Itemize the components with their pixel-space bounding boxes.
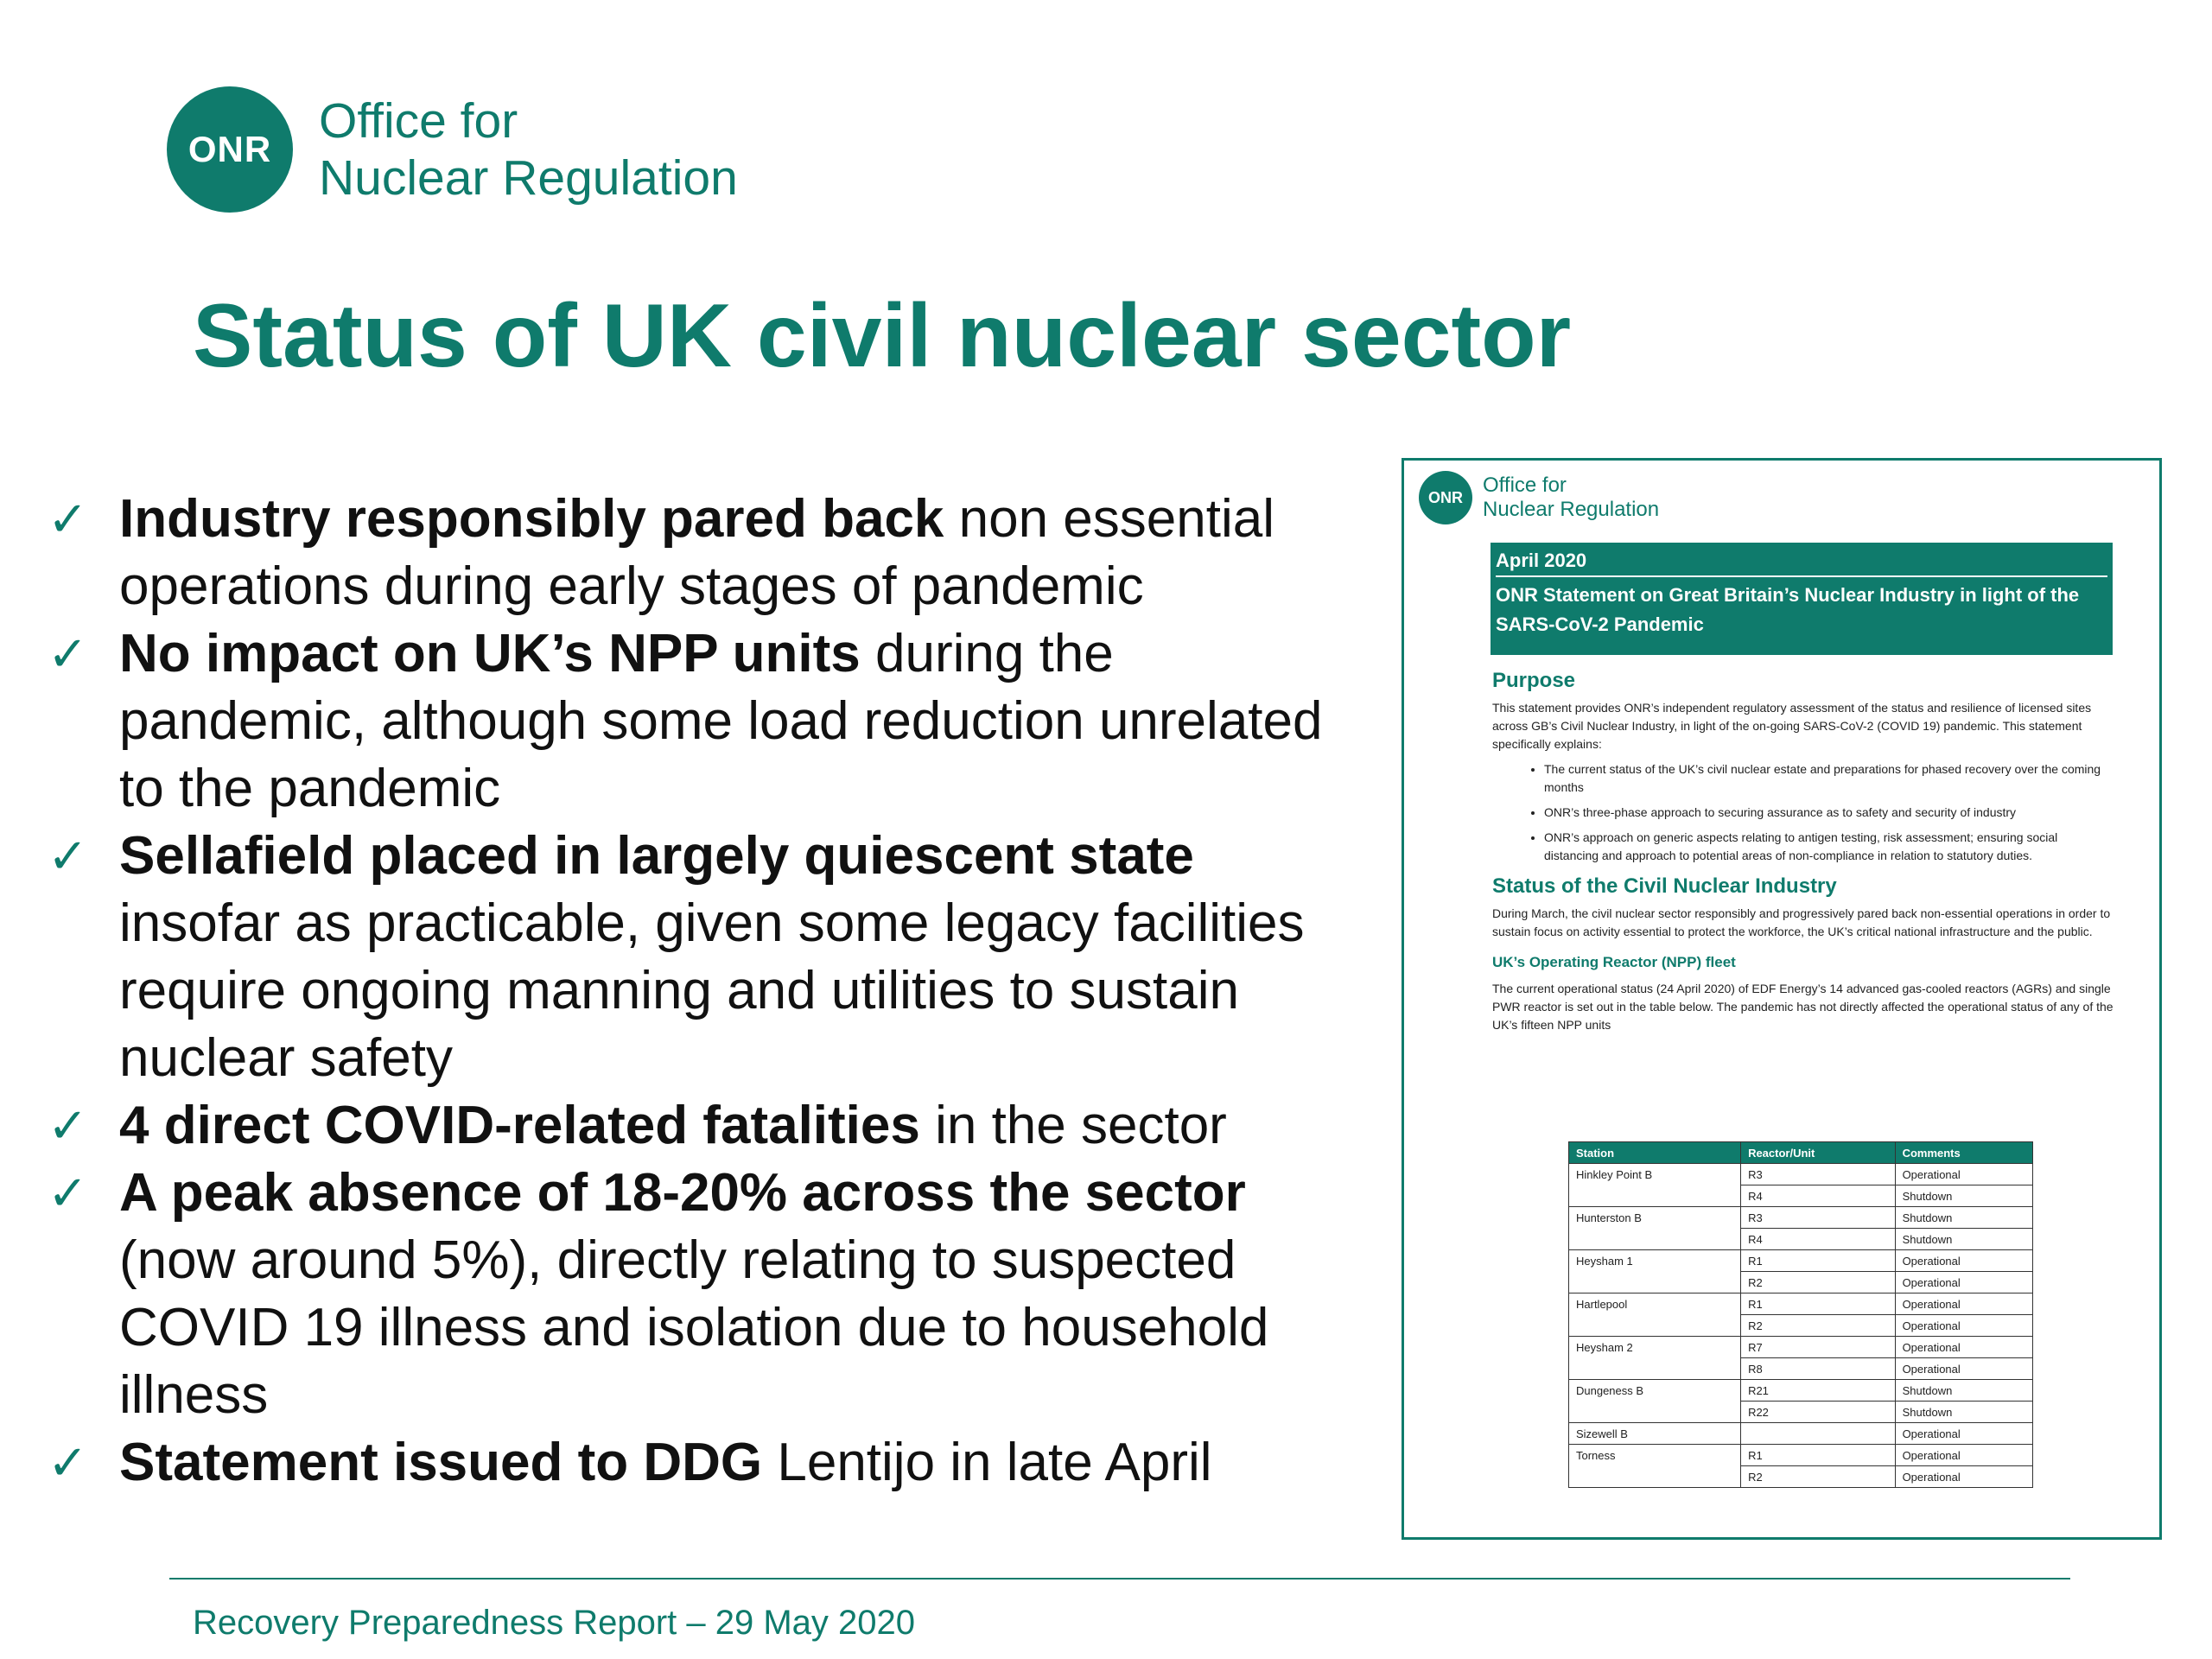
table-row: [1569, 1250, 2033, 1272]
doc-logo: [1419, 471, 1659, 524]
table-row: [1569, 1315, 2033, 1337]
cell-comment: Operational: [1895, 1272, 2032, 1294]
checkmark-icon: ✓: [48, 1435, 88, 1490]
logo-line-1: Office for: [319, 93, 518, 149]
checkmark-icon: ✓: [48, 492, 88, 546]
bullet-bold: A peak absence of 18-20% across the sector: [119, 1163, 1246, 1223]
table-row: [1569, 1423, 2033, 1445]
cell-reactor: R22: [1741, 1402, 1896, 1423]
doc-logo-line-1: Office for: [1483, 474, 1567, 497]
doc-title-banner: [1491, 543, 2113, 655]
purpose-list: [1492, 760, 2114, 865]
table-row: [1569, 1466, 2033, 1488]
bullet-text: insofar as practicable, given some legacy facilities require ongoing manning and utilities to sustain nuclear safety: [119, 893, 1305, 1088]
table-row: [1569, 1402, 2033, 1423]
logo-line-2: Nuclear Regulation: [319, 150, 738, 206]
table-row: [1569, 1294, 2033, 1315]
cell-comment: Shutdown: [1895, 1207, 2032, 1229]
bullet-text: non essential operations during early stages of pandemic: [119, 489, 1275, 616]
onr-logo-text: [319, 92, 738, 207]
bullet-item: [48, 1092, 1352, 1160]
doc-logo-mark: ONR: [1419, 471, 1472, 524]
fleet-text: The current operational status (24 April 2020) of EDF Energy’s 14 advanced gas-cooled reactors (AGRs) and single PWR reactor is set out in the table below. The pandemic has not directly affected the operational status of any of the UK’s fifteen NPP units: [1492, 982, 2113, 1032]
status-text: During March, the civil nuclear sector responsibly and progressively pared back non-essential operations in order to sustain focus on activity essential to protect the workforce, the UK’s critical national infrastructure and the public.: [1492, 906, 2111, 938]
bullet-bold: Industry responsibly pared back: [119, 489, 944, 549]
table-row: [1569, 1229, 2033, 1250]
onr-logo-mark: ONR: [167, 86, 293, 213]
table-row: [1569, 1272, 2033, 1294]
cell-reactor: [1741, 1423, 1896, 1445]
reactor-status-table: [1568, 1141, 2033, 1488]
statement-document-thumbnail: [1402, 458, 2162, 1540]
cell-comment: Operational: [1895, 1358, 2032, 1380]
bullet-item: [48, 1160, 1352, 1429]
doc-logo-line-2: Nuclear Regulation: [1483, 498, 1660, 521]
doc-date: April 2020: [1496, 546, 2107, 577]
status-heading: Status of the Civil Nuclear Industry: [1492, 874, 1837, 898]
cell-reactor: R8: [1741, 1358, 1896, 1380]
cell-station: [1569, 1272, 1741, 1294]
bullet-bold: No impact on UK’s NPP units: [119, 624, 861, 683]
cell-comment: Shutdown: [1895, 1380, 2032, 1402]
cell-reactor: R1: [1741, 1445, 1896, 1466]
cell-comment: Shutdown: [1895, 1185, 2032, 1207]
cell-station: Hartlepool: [1569, 1294, 1741, 1315]
purpose-heading: Purpose: [1492, 669, 1576, 692]
footer-divider: [169, 1578, 2070, 1580]
cell-comment: Operational: [1895, 1294, 2032, 1315]
cell-comment: Operational: [1895, 1164, 2032, 1185]
fleet-heading: UK’s Operating Reactor (NPP) fleet: [1492, 954, 1736, 970]
cell-comment: Operational: [1895, 1250, 2032, 1272]
checkmark-icon: ✓: [48, 626, 88, 681]
cell-station: Dungeness B: [1569, 1380, 1741, 1402]
bullet-list: [48, 486, 1352, 1497]
cell-station: Heysham 2: [1569, 1337, 1741, 1358]
onr-logo: [167, 86, 738, 213]
checkmark-icon: ✓: [48, 1166, 88, 1220]
cell-reactor: R7: [1741, 1337, 1896, 1358]
cell-comment: Operational: [1895, 1337, 2032, 1358]
bullet-text: Lentijo in late April: [762, 1433, 1212, 1492]
header-comments: Comments: [1895, 1142, 2032, 1164]
footer-text: Recovery Preparedness Report – 29 May 2020: [193, 1604, 916, 1642]
cell-comment: Operational: [1895, 1445, 2032, 1466]
cell-reactor: R3: [1741, 1164, 1896, 1185]
header-station: Station: [1569, 1142, 1741, 1164]
cell-reactor: R4: [1741, 1185, 1896, 1207]
cell-station: [1569, 1402, 1741, 1423]
cell-reactor: R2: [1741, 1315, 1896, 1337]
doc-body: [1492, 666, 2114, 1041]
purpose-list-item: • ONR’s approach on generic aspects relating to antigen testing, risk assessment; ensuring social distancing and approach to potential areas of non-compliance in relation to statutory duties.: [1544, 829, 2114, 865]
cell-comment: Operational: [1895, 1423, 2032, 1445]
cell-reactor: R1: [1741, 1294, 1896, 1315]
cell-comment: Shutdown: [1895, 1229, 2032, 1250]
bullet-item: [48, 620, 1352, 823]
cell-station: Heysham 1: [1569, 1250, 1741, 1272]
bullet-item: [48, 486, 1352, 620]
bullet-text: in the sector: [919, 1096, 1227, 1155]
cell-comment: Shutdown: [1895, 1402, 2032, 1423]
purpose-text: This statement provides ONR’s independent regulatory assessment of the status and resilience of licensed sites across GB’s Civil Nuclear Industry, in light of the on-going SARS-CoV-2 (COVID 19) pandemic. This statement specifically explains:: [1492, 701, 2092, 751]
bullet-item: [48, 1429, 1352, 1497]
checkmark-icon: ✓: [48, 829, 88, 883]
cell-station: Hinkley Point B: [1569, 1164, 1741, 1185]
table-row: [1569, 1337, 2033, 1358]
cell-reactor: R21: [1741, 1380, 1896, 1402]
table-row: [1569, 1185, 2033, 1207]
cell-reactor: R1: [1741, 1250, 1896, 1272]
table-row: [1569, 1358, 2033, 1380]
cell-station: [1569, 1315, 1741, 1337]
bullet-text: (now around 5%), directly relating to suspected COVID 19 illness and isolation due to household illness: [119, 1230, 1269, 1425]
bullet-item: [48, 823, 1352, 1092]
cell-station: [1569, 1185, 1741, 1207]
cell-station: Hunterston B: [1569, 1207, 1741, 1229]
cell-station: [1569, 1358, 1741, 1380]
doc-logo-text: [1483, 474, 1659, 522]
purpose-list-item: • ONR’s three-phase approach to securing assurance as to safety and security of industry: [1544, 804, 2114, 822]
cell-station: Sizewell B: [1569, 1423, 1741, 1445]
cell-reactor: R4: [1741, 1229, 1896, 1250]
bullet-bold: Sellafield placed in largely quiescent state: [119, 826, 1194, 886]
cell-reactor: R2: [1741, 1272, 1896, 1294]
cell-station: [1569, 1229, 1741, 1250]
table-header-row: [1569, 1142, 2033, 1164]
cell-comment: Operational: [1895, 1315, 2032, 1337]
table-row: [1569, 1207, 2033, 1229]
cell-station: [1569, 1466, 1741, 1488]
cell-station: Torness: [1569, 1445, 1741, 1466]
bullet-bold: Statement issued to DDG: [119, 1433, 763, 1492]
bullet-text: during the pandemic, although some load reduction unrelated to the pandemic: [119, 624, 1323, 818]
table-row: [1569, 1445, 2033, 1466]
slide-title: Status of UK civil nuclear sector: [193, 286, 1572, 386]
table-row: [1569, 1164, 2033, 1185]
cell-comment: Operational: [1895, 1466, 2032, 1488]
header-reactor: Reactor/Unit: [1741, 1142, 1896, 1164]
doc-title: ONR Statement on Great Britain’s Nuclear Industry in light of the SARS-CoV-2 Pandemic: [1496, 584, 2080, 635]
cell-reactor: R2: [1741, 1466, 1896, 1488]
purpose-list-item: • The current status of the UK’s civil nuclear estate and preparations for phased recovery over the coming months: [1544, 760, 2114, 797]
table-row: [1569, 1380, 2033, 1402]
bullet-bold: 4 direct COVID-related fatalities: [119, 1096, 920, 1155]
checkmark-icon: ✓: [48, 1098, 88, 1153]
cell-reactor: R3: [1741, 1207, 1896, 1229]
